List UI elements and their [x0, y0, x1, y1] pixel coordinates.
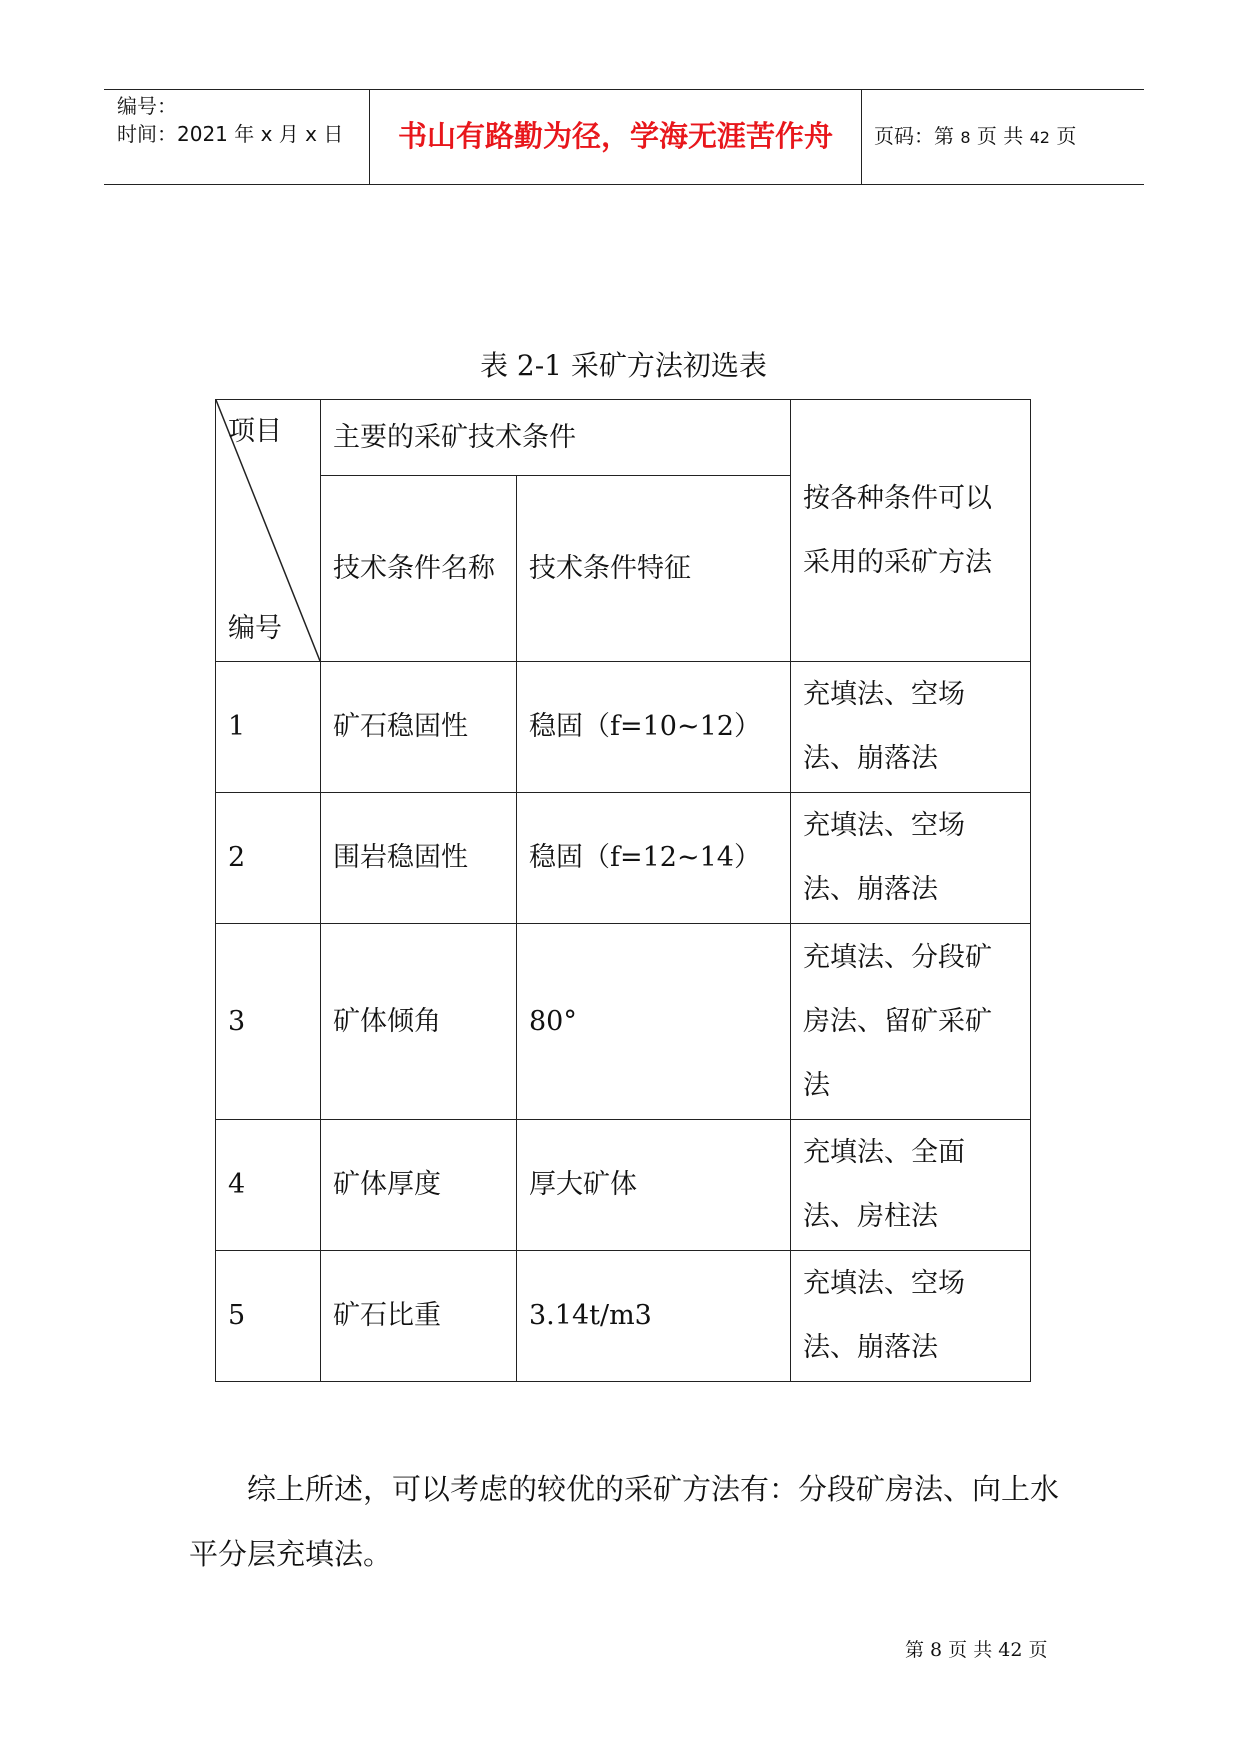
condition-name: 矿石比重	[321, 1251, 517, 1382]
corner-header-cell	[216, 400, 321, 662]
row-number: 2	[216, 793, 321, 924]
table-caption: 表 2-1 采矿方法初选表	[480, 349, 767, 382]
applicable-methods: 充填法、全面法、房柱法	[791, 1120, 1031, 1251]
header-motto: 书山有路勤为径，学海无涯苦作舟	[397, 119, 833, 153]
page-footer	[905, 1637, 1048, 1663]
row-number: 3	[216, 924, 321, 1120]
mining-method-table	[215, 399, 1031, 1382]
row-number: 4	[216, 1120, 321, 1251]
page-suffix: 页	[1049, 124, 1077, 148]
condition-name: 围岩稳固性	[321, 793, 517, 924]
condition-name: 矿体倾角	[321, 924, 517, 1120]
condition-feature: 稳固（f=10~12）	[517, 662, 791, 793]
table-row	[216, 662, 1031, 793]
condition-feature: 厚大矿体	[517, 1120, 791, 1251]
table-row	[216, 924, 1031, 1120]
page-header	[104, 89, 1144, 185]
corner-top-label: 项目	[228, 416, 282, 447]
footer-total: 42	[998, 1639, 1023, 1661]
header-page-number	[874, 122, 1076, 152]
serial-label: 编号：	[117, 94, 177, 118]
footer-prefix: 第	[905, 1639, 931, 1661]
footer-current: 8	[930, 1639, 943, 1661]
feature-header-cell: 技术条件特征	[517, 476, 791, 662]
header-divider	[861, 90, 862, 184]
applicable-methods: 充填法、空场法、崩落法	[791, 1251, 1031, 1382]
applicable-methods: 充填法、分段矿房法、留矿采矿法	[791, 924, 1031, 1120]
page-total: 42	[1029, 128, 1050, 147]
corner-bottom-label: 编号	[228, 613, 282, 644]
row-number: 5	[216, 1251, 321, 1382]
footer-middle: 页 共	[942, 1639, 999, 1661]
group-header-cell: 主要的采矿技术条件	[321, 400, 791, 476]
table-row	[216, 1120, 1031, 1251]
time-label: 时间：2021 年 x 月 x 日	[117, 122, 344, 146]
applicable-methods: 充填法、空场法、崩落法	[791, 662, 1031, 793]
condition-feature: 稳固（f=12~14）	[517, 793, 791, 924]
condition-name: 矿石稳固性	[321, 662, 517, 793]
row-number: 1	[216, 662, 321, 793]
page-middle: 页 共	[970, 124, 1030, 148]
methods-header-cell: 按各种条件可以采用的采矿方法	[791, 400, 1031, 662]
page-prefix: 页码：第	[874, 124, 961, 148]
conclusion-paragraph: 综上所述，可以考虑的较优的采矿方法有：分段矿房法、向上水平分层充填法。	[189, 1472, 1060, 1571]
table-row	[216, 793, 1031, 924]
header-meta	[117, 92, 343, 148]
footer-suffix: 页	[1022, 1639, 1048, 1661]
condition-name: 矿体厚度	[321, 1120, 517, 1251]
condition-feature: 3.14t/m3	[517, 1251, 791, 1382]
page-current: 8	[960, 128, 971, 147]
name-header-cell: 技术条件名称	[321, 476, 517, 662]
applicable-methods: 充填法、空场法、崩落法	[791, 793, 1031, 924]
condition-feature: 80°	[517, 924, 791, 1120]
table-row	[216, 1251, 1031, 1382]
